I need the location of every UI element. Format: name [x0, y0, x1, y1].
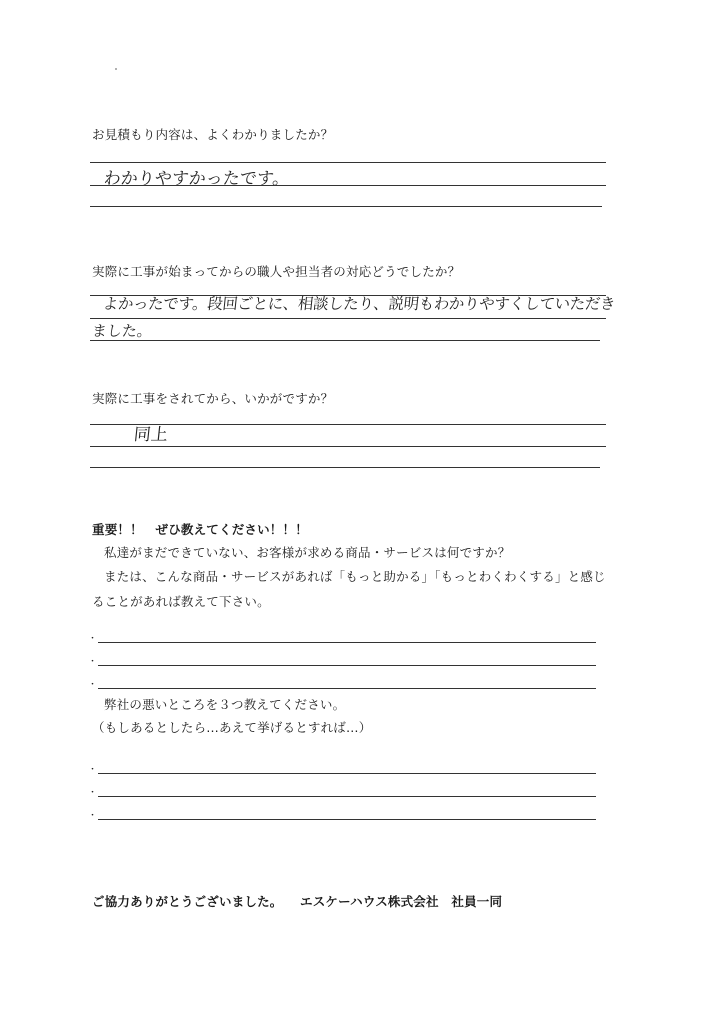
bullet: ・: [88, 811, 98, 821]
handwritten-answer-staff-line1: よかったです。段回ごとに、相談したり、説明もわかりやすくしていただき: [101, 295, 617, 313]
request-text-3: ることがあれば教えて下さい。: [92, 594, 270, 609]
company-signature: エスケーハウス株式会社 社員一同: [300, 894, 503, 909]
blank-line: [98, 773, 596, 774]
blank-line: [98, 642, 596, 643]
handwritten-answer-estimate: わかりやすかったです。: [102, 169, 291, 189]
answer-rule: [90, 340, 600, 341]
handwritten-answer-staff-line2: ました。: [91, 322, 153, 340]
blank-line: [98, 688, 596, 689]
blank-line: [98, 796, 596, 797]
scan-speck: [115, 68, 117, 70]
request-text-1: 私達がまだできていない、お客様が求める商品・サービスは何ですか？: [104, 545, 511, 560]
bullet: ・: [88, 657, 98, 667]
answer-rule: [90, 467, 600, 468]
answer-rule: [90, 185, 606, 186]
answer-rule: [90, 162, 606, 163]
bullet: ・: [88, 765, 98, 775]
bad-points-text-1: 弊社の悪いところを３つ教えてください。: [104, 697, 346, 712]
question-after-construction: 実際に工事をされてから、いかがですか？: [92, 391, 334, 406]
answer-rule: [90, 446, 606, 447]
thanks-text: ご協力ありがとうございました。: [92, 894, 283, 909]
question-estimate: お見積もり内容は、よくわかりましたか？: [92, 127, 334, 142]
bullet: ・: [88, 788, 98, 798]
request-text-2: または、こんな商品・サービスがあれば「もっと助かる」「もっとわくわくする」と感じ: [104, 569, 606, 584]
bullet: ・: [88, 680, 98, 690]
handwritten-answer-after: 同上: [132, 425, 169, 445]
blank-line: [98, 819, 596, 820]
bad-points-text-2: （もしあるとしたら…あえて挙げるとすれば…）: [92, 720, 372, 735]
bullet: ・: [88, 634, 98, 644]
request-heading: 重要！！ ぜひ教えてください！！！: [92, 522, 308, 537]
answer-rule: [90, 318, 606, 319]
blank-line: [98, 665, 596, 666]
answer-rule: [90, 206, 602, 207]
question-staff-response: 実際に工事が始まってからの職人や担当者の対応どうでしたか？: [92, 264, 461, 279]
